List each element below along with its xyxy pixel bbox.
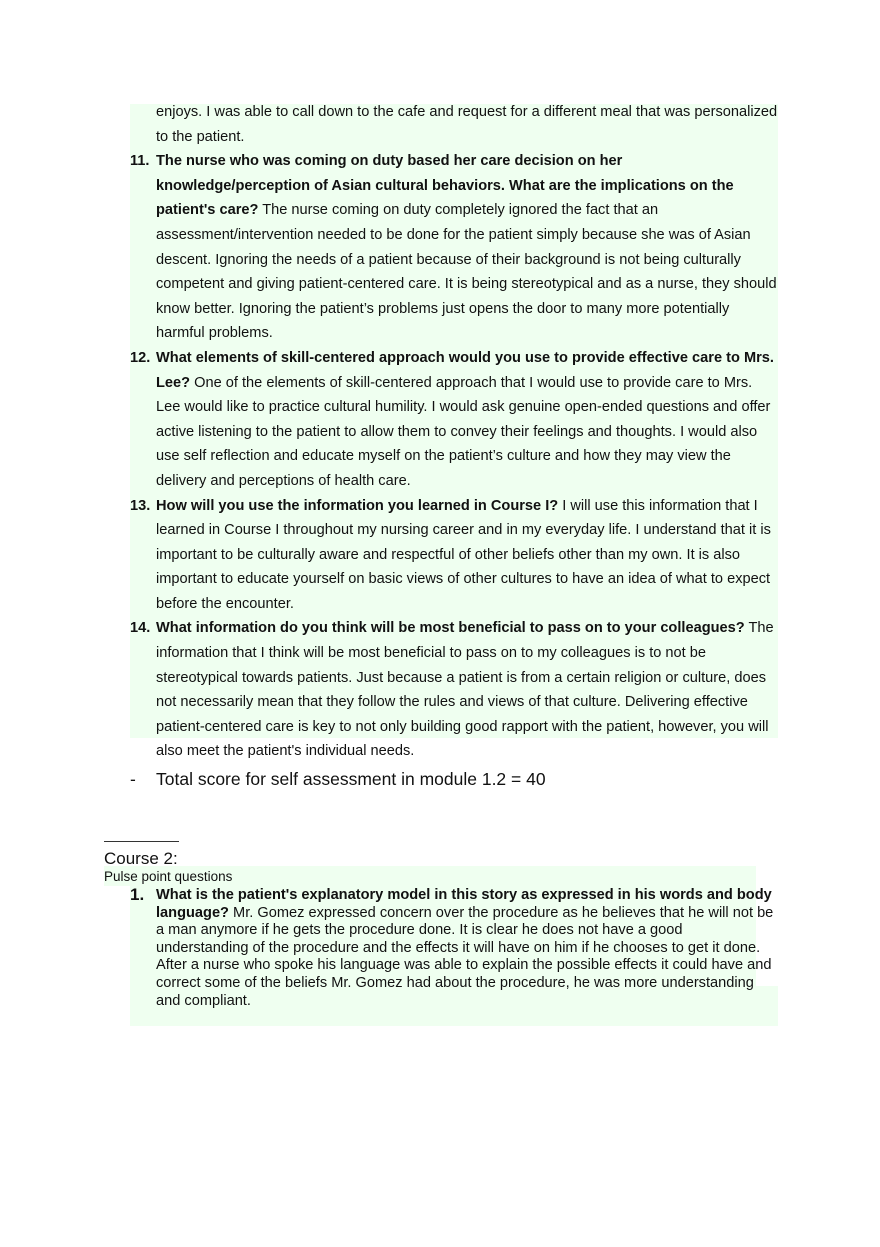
question-item-11 (130, 149, 778, 346)
question-item-12 (130, 346, 778, 494)
question-number: 1. (130, 885, 145, 904)
question-text: What is the patient's explanatory model in this story as expressed in his words and body language? (156, 887, 772, 921)
question-number: 11. (130, 153, 150, 170)
question-text: How will you use the information you learned in Course I? (156, 497, 559, 514)
answer-text: The nurse coming on duty completely ignored the fact that an assessment/intervention needed to be done for the patient simply because she was of Asian descent. Ignoring the needs of a patient because of their background is not being culturally competent and giving patient-centered care. It is being stereotypical and as a nurse, they should know better. Ignoring the patient’s problems just opens the door to many more potentially harmful problems. (156, 202, 777, 342)
course2-subtitle: Pulse point questions (104, 869, 233, 884)
course1-question-list (130, 100, 778, 764)
course2-title: Course 2: (104, 849, 178, 868)
course2-question-list (130, 887, 778, 1010)
question-number: 14. (130, 620, 151, 637)
answer-text: I will use this information that I learned in Course I throughout my nursing career and in my everyday life. I understand that it is important to be culturally aware and respectful of other beliefs other than my own. It is also important to educate yourself on basic views of other cultures to have an idea of what to expect before the encounter. (156, 497, 771, 612)
question-item-14 (130, 616, 778, 764)
total-score-line (130, 766, 546, 792)
continuation-paragraph: enjoys. I was able to call down to the cafe and request for a different meal that was personalized to the patient. (156, 104, 778, 145)
list-dash-bullet: - (130, 769, 136, 789)
question-text: What information do you think will be most beneficial to pass on to your colleagues? (156, 620, 745, 637)
section-divider (104, 841, 179, 842)
total-score-text: Total score for self assessment in module 1.2 = 40 (156, 769, 546, 789)
question-item-13 (130, 494, 778, 617)
question-number: 12. (130, 349, 151, 366)
answer-text: One of the elements of skill-centered approach that I would use to provide care to Mrs. Lee would like to practice cultural humility. I would ask genuine open-ended questions and offer active listening to the patient to allow them to convey their feelings and thoughts. I would also use self reflection and educate myself on the patient’s culture and how they may view the delivery and perceptions of health care. (156, 374, 771, 489)
answer-text: The information that I think will be most beneficial to pass on to my colleagues is to not be stereotypical towards patients. Just because a patient is from a certain religion or culture, does not necessarily mean that they follow the rules and views of that culture. Delivering effective patient-centered care is key to not only building good rapport with the patient, however, you will also meet the patient's individual needs. (156, 620, 774, 760)
answer-text: Mr. Gomez expressed concern over the procedure as he believes that he will not be a man anymore if he gets the procedure done. It is clear he does not have a good understanding of the procedure and the effects it will have on him if he chooses to get it done. After a nurse who spoke his language was able to explain the possible effects it could have and correct some of the beliefs Mr. Gomez had about the procedure, he was more understanding and compliant. (156, 904, 774, 1009)
question-text: The nurse who was coming on duty based her care decision on her knowledge/perception of Asian cultural behaviors. What are the implications on the patient's care? (156, 153, 734, 219)
question-text: What elements of skill-centered approach would you use to provide effective care to Mrs. Lee? (156, 349, 774, 391)
course2-question-item-1 (130, 887, 778, 1010)
question-number: 13. (130, 497, 151, 514)
